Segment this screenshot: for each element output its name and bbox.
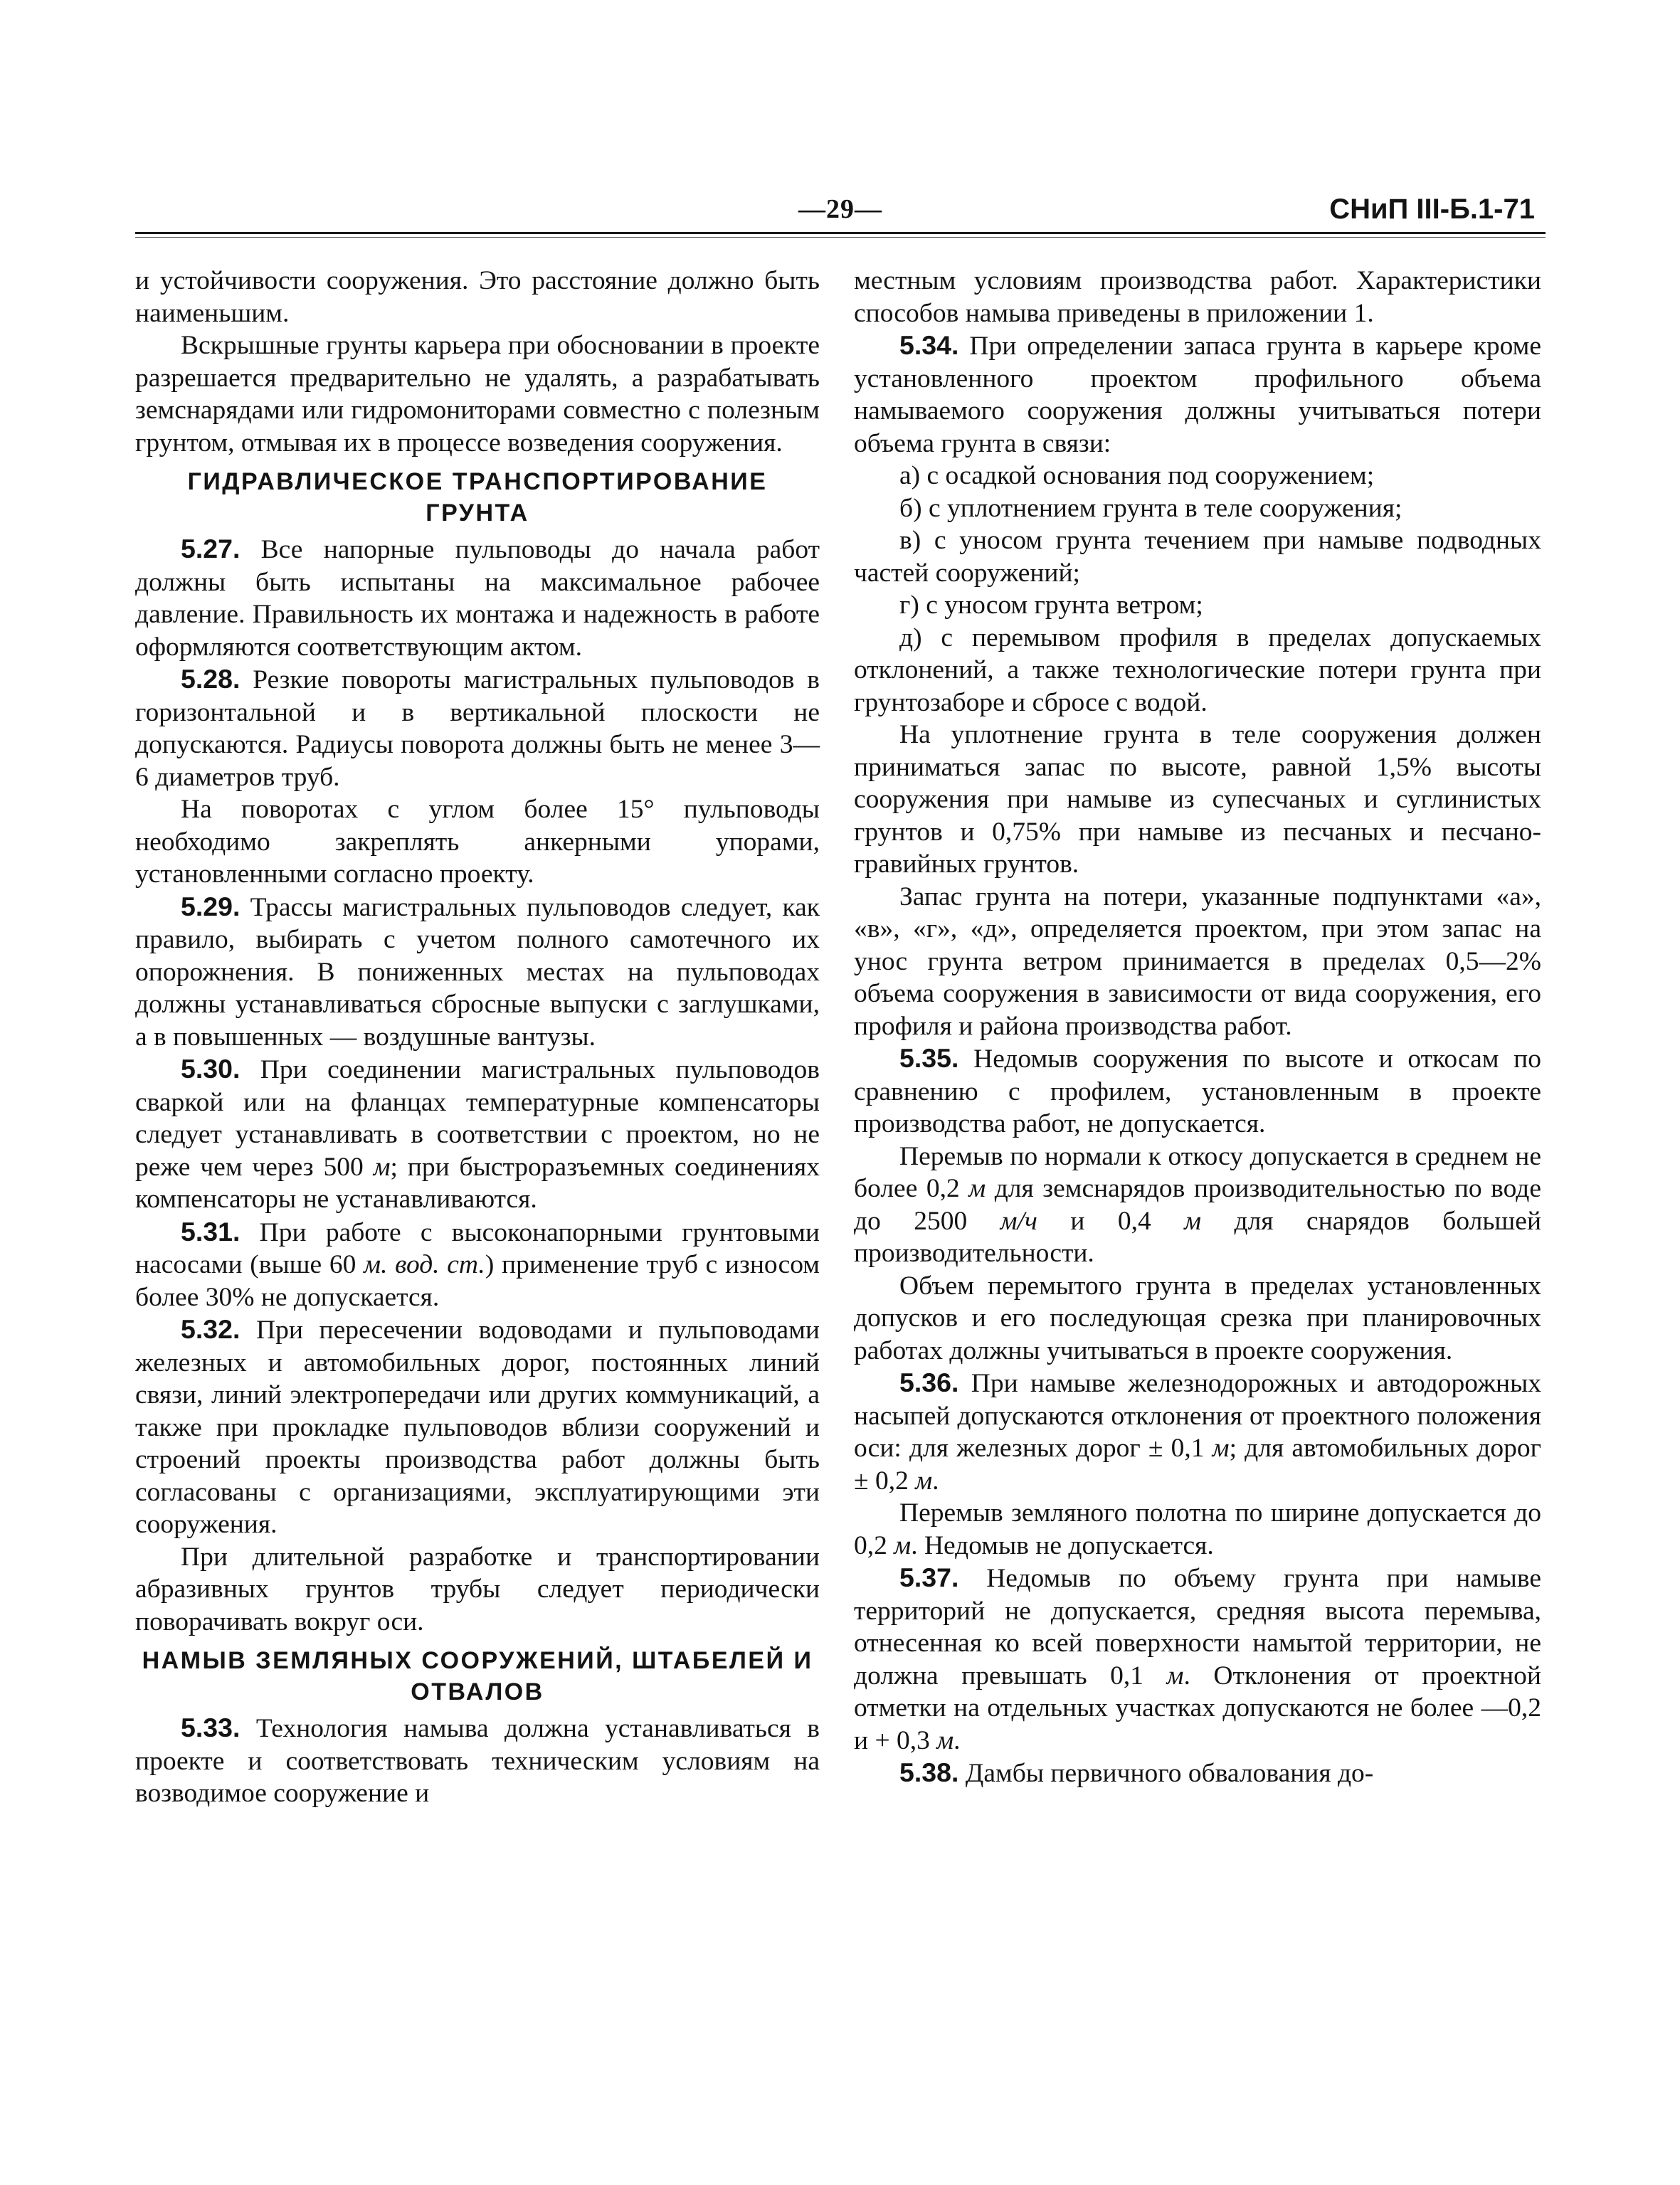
clause-text: Недомыв по объему грунта при намыве территорий не допускается, средняя высота перемыва, отнесенная ко всей поверхности намытой территории, не должна превышать 0,1 (854, 1564, 1541, 1691)
clause-number: 5.30. (181, 1054, 241, 1084)
clause-text: При определении запаса грунта в карьере кроме установленного проектом профильного объема намываемого сооружения должны учитываться потери объема грунта в связи: (854, 332, 1542, 458)
document-code: СНиП III-Б.1-71 (1329, 194, 1535, 225)
unit: м (894, 1530, 912, 1560)
paragraph: При длительной разработке и транспортировании абразивных грунтов трубы следует периодически поворачивать вокруг оси. (135, 1542, 820, 1636)
list-item: в) с уносом грунта течением при намыве подводных частей сооружений; (854, 526, 1541, 588)
section-heading: НАМЫВ ЗЕМЛЯНЫХ СООРУЖЕНИЙ, ШТАБЕЛЕЙ И ОТВАЛОВ (142, 1647, 813, 1705)
list-item: б) с уплотнением грунта в теле сооружения; (899, 493, 1402, 523)
right-column (854, 265, 1541, 1790)
clause-number: 5.31. (181, 1216, 241, 1247)
clause-number: 5.27. (181, 534, 241, 564)
clause-text: ) применение труб с износом более 30% не допускается. (135, 1250, 820, 1312)
clause-number: 5.38. (899, 1757, 959, 1787)
unit: м (1212, 1434, 1230, 1463)
paragraph (854, 1497, 1541, 1562)
clause-5-27 (135, 533, 820, 663)
clause-number: 5.36. (899, 1367, 959, 1397)
clause-number: 5.28. (181, 664, 241, 694)
clause-5-36 (854, 1367, 1541, 1497)
clause-text: Трассы магистральных пульповодов следует, как правило, выбирать с учетом полного самотечного их опорожнения. В пониженных местах на пульповодах должны устанавливаться сбросные выпуски с заглушками, а в повышенных — воздушные вантузы. (135, 892, 820, 1052)
clause-5-28 (135, 663, 820, 793)
header-rule-thin (135, 237, 1546, 238)
text: Перемыв по нормали к откосу допускается в среднем не более 0,2 (854, 1141, 1541, 1203)
paragraph: местным условиям производства работ. Характеристики способов намыва приведены в приложении 1. (854, 266, 1541, 328)
list-item: а) с осадкой основания под сооружением; (899, 461, 1375, 490)
clause-5-29 (135, 891, 820, 1054)
clause-text: Дамбы первичного обвалования до- (965, 1759, 1374, 1788)
text: для земснарядов производительностью по воде до 2500 (854, 1174, 1542, 1236)
section-heading: ГИДРАВЛИЧЕСКОЕ ТРАНСПОРТИРОВАНИЕ ГРУНТА (187, 468, 768, 527)
clause-5-37 (854, 1562, 1541, 1757)
clause-number: 5.32. (181, 1314, 241, 1344)
unit: м (968, 1174, 986, 1203)
unit: м/ч (1000, 1206, 1037, 1236)
clause-text: Резкие повороты магистральных пульповодов в горизонтальной и в вертикальной плоскости не допускаются. Радиусы поворота должны быть не менее 3—6 диаметров труб. (135, 665, 820, 792)
left-column (135, 265, 820, 1810)
text: Перемыв земляного полотна по ширине допускается до 0,2 (854, 1498, 1541, 1560)
clause-number: 5.29. (181, 891, 241, 921)
clause-text: При пересечении водоводами и пульповодами железных и автомобильных дорог, постоянных линий связи, линий электропередачи или других коммуникаций, а также при прокладке пульповодов вблизи сооружений и строений проекты производства работ должны быть согласованы с организациями, эксплуатирующими эти сооружения. (135, 1316, 820, 1539)
clause-5-33 (135, 1712, 820, 1810)
clause-text: ; при быстроразъемных соединениях компенсаторы не устанавливаются. (135, 1152, 820, 1214)
clause-text: При намыве железнодорожных и автодорожных насыпей допускаются отклонения от проектного положения оси: для железных дорог ± 0,1 (854, 1369, 1542, 1463)
paragraph: Вскрышные грунты карьера при обосновании в проекте разрешается предварительно не удалять, а разрабатывать земснарядами или гидромониторами совместно с полезным грунтом, отмывая их в процессе возведения сооружения. (135, 331, 820, 457)
clause-5-35 (854, 1042, 1541, 1141)
paragraph: и устойчивости сооружения. Это расстояние должно быть наименьшим. (135, 266, 820, 328)
header-rule (135, 232, 1546, 234)
unit: м (1166, 1661, 1184, 1691)
clause-number: 5.37. (899, 1562, 959, 1592)
paragraph: На уплотнение грунта в теле сооружения должен приниматься запас по высоте, равной 1,5% высоты сооружения при намыве из супесчаных и суглинистых грунтов и 0,75% при намыве из песчаных и песчано-гравийных грунтов. (854, 720, 1541, 879)
clause-text: . (953, 1725, 961, 1755)
paragraph: Запас грунта на потери, указанные подпунктами «а», «в», «г», «д», определяется проектом, при этом запас на унос грунта ветром принимается в пределах 0,5—2% объема сооружения в зависимости от вида сооружения, его профиля и района производства работ. (854, 882, 1541, 1041)
clause-number: 5.34. (899, 330, 959, 360)
unit: м (1184, 1206, 1202, 1236)
paragraph: Объем перемытого грунта в пределах установленных допусков и его последующая срезка при планировочных работах должны учитываться в проекте сооружения. (854, 1271, 1541, 1365)
clause-5-32 (135, 1313, 820, 1541)
page-header (137, 188, 1543, 228)
clause-text: Недомыв сооружения по высоте и откосам по сравнению с профилем, установленным в проекте производства работ, не допускается. (854, 1044, 1541, 1138)
clause-text: При работе с высоконапорными грунтовыми насосами (выше 60 (135, 1217, 820, 1279)
text: и 0,4 (1070, 1206, 1151, 1236)
page-number: —29— (798, 194, 882, 224)
clause-number: 5.35. (899, 1043, 959, 1073)
clause-text: . Отклонения от проектной отметки на отдельных участках допускаются не более —0,2 и + 0,3 (854, 1661, 1542, 1755)
clause-text: Все напорные пульповоды до начала работ должны быть испытаны на максимальное рабочее давление. Правильность их монтажа и надежность в работе оформляются соответствующим актом. (135, 535, 820, 662)
paragraph (854, 1141, 1541, 1270)
unit: м (915, 1466, 933, 1496)
clause-number: 5.33. (181, 1713, 241, 1742)
clause-5-30 (135, 1053, 820, 1216)
list-item: г) с уносом грунта ветром; (899, 591, 1203, 620)
unit: м. вод. ст. (364, 1250, 485, 1279)
list-item: д) с перемывом профиля в пределах допускаемых отклонений, а также технологические потери грунта при грунтозаборе и сбросе с водой. (854, 623, 1541, 717)
clause-5-34 (854, 329, 1541, 460)
clause-5-31 (135, 1216, 820, 1314)
clause-text: При соединении магистральных пульповодов сваркой или на фланцах температурные компенсаторы следует устанавливать в соответствии с проектом, но не реже чем через 500 (135, 1055, 820, 1182)
unit: м (373, 1152, 391, 1182)
clause-text: Технология намыва должна устанавливаться в проекте и соответствовать техническим условиям на возводимое сооружение и (135, 1714, 820, 1808)
clause-5-38 (854, 1757, 1541, 1790)
text: для снарядов большей производительности. (854, 1206, 1542, 1268)
clause-text: . (932, 1466, 939, 1496)
clause-text: ; для автомобильных дорог ± 0,2 (854, 1434, 1542, 1496)
text: . Недомыв не допускается. (911, 1530, 1214, 1560)
paragraph: На поворотах с углом более 15° пульповоды необходимо закреплять анкерными упорами, установленными согласно проекту. (135, 795, 820, 889)
unit: м (936, 1725, 954, 1755)
